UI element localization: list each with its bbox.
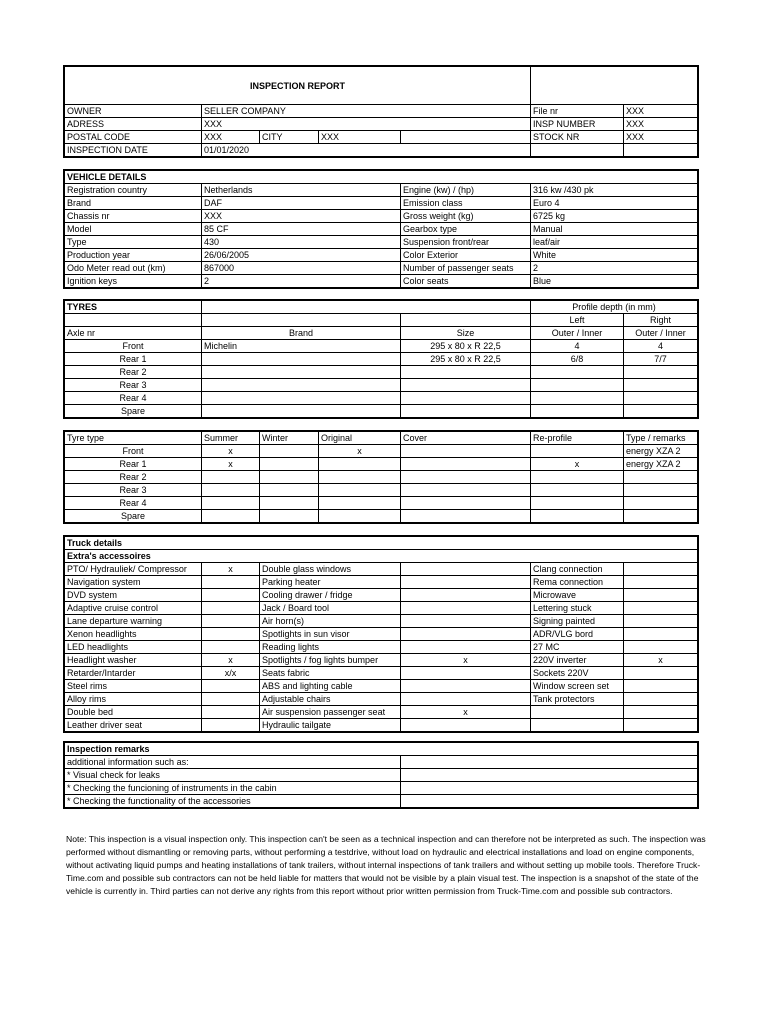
- accessory-label: Leather driver seat: [65, 719, 202, 732]
- tyretype-axle: Rear 2: [65, 471, 202, 484]
- accessory-label: Adjustable chairs: [260, 693, 401, 706]
- tyretype-header: Re-profile: [531, 432, 624, 445]
- accessory-check: [202, 680, 260, 693]
- tyretype-original: x: [319, 445, 401, 458]
- accessory-label: Clang connection: [531, 563, 624, 576]
- accessory-row: [65, 706, 698, 719]
- accessory-label: Tank protectors: [531, 693, 624, 706]
- tyre-row: [65, 379, 698, 392]
- tyretype-cover: [401, 510, 531, 523]
- tyretype-cover: [401, 445, 531, 458]
- accessory-check: [401, 576, 531, 589]
- profile-heading: Profile depth (in mm): [531, 301, 698, 314]
- tyretype-row: [65, 458, 698, 471]
- disclaimer-note: Note: This inspection is a visual inspection only. This inspection can't be seen as a technical inspection and can therefore not be interpreted as such. The inspection was performed without dismantling or removing parts, without performing a testdrive, without load on hydraulic and electrical installations and load on engine components, without activating liquid pumps and heating installations of tank trailers, without internal inspections of tank trailers and without setting up mobile tools. Therefore Truck-Time.com and possible sub contractors can not be held liable for matters that would not be visible by a plain visual test. The inspection is a snapshot of the state of the vehicle is currently in. Third parties can not derive any rights from this report without prior written permission from Truck-Time.com and possible sub contractors.: [66, 834, 706, 896]
- axle-label: Axle nr: [65, 327, 202, 340]
- brand-cell: Michelin: [202, 340, 401, 353]
- vehicle-value: 6725 kg: [531, 210, 698, 223]
- vehicle-value: Euro 4: [531, 197, 698, 210]
- remark-row: [65, 782, 698, 795]
- accessory-label: [531, 719, 624, 732]
- vehicle-row: [65, 184, 698, 197]
- accessory-label: ADR/VLG bord: [531, 628, 624, 641]
- accessory-label: ABS and lighting cable: [260, 680, 401, 693]
- accessory-label: Air suspension passenger seat: [260, 706, 401, 719]
- accessory-label: Double bed: [65, 706, 202, 719]
- size-cell: [401, 405, 531, 418]
- vehicle-label: Color seats: [401, 275, 531, 288]
- tyretype-summer: x: [202, 445, 260, 458]
- accessory-row: [65, 576, 698, 589]
- outer-inner-right: Outer / Inner: [624, 327, 698, 340]
- axle-cell: Rear 1: [65, 353, 202, 366]
- tyretype-remarks: [624, 471, 698, 484]
- accessory-label: Spotlights / fog lights bumper: [260, 654, 401, 667]
- tyretype-original: [319, 458, 401, 471]
- date-value: 01/01/2020: [202, 144, 531, 157]
- vehicle-label: Color Exterior: [401, 249, 531, 262]
- accessory-check: [202, 615, 260, 628]
- tyretype-winter: [260, 497, 319, 510]
- right-depth-cell: [624, 392, 698, 405]
- accessory-label: Parking heater: [260, 576, 401, 589]
- accessory-check: x: [401, 706, 531, 719]
- tyretype-table: [64, 431, 698, 523]
- vehicle-label: Production year: [65, 249, 202, 262]
- accessory-check: [624, 563, 698, 576]
- truck-details: [64, 536, 698, 732]
- tyre-row: [65, 405, 698, 418]
- accessory-label: 220V inverter: [531, 654, 624, 667]
- owner-value: SELLER COMPANY: [202, 105, 531, 118]
- axle-cell: Spare: [65, 405, 202, 418]
- vehicle-value: 85 CF: [202, 223, 401, 236]
- size-cell: 295 x 80 x R 22,5: [401, 340, 531, 353]
- accessory-row: [65, 563, 698, 576]
- accessory-row: [65, 628, 698, 641]
- tyretype-reprofile: [531, 510, 624, 523]
- right-depth-cell: 4: [624, 340, 698, 353]
- vehicle-row: [65, 262, 698, 275]
- accessory-check: [401, 719, 531, 732]
- accessory-label: Lane departure warning: [65, 615, 202, 628]
- tyretype-remarks: [624, 510, 698, 523]
- vehicle-value: 2: [531, 262, 698, 275]
- insp-label: INSP NUMBER: [531, 118, 624, 131]
- accessory-row: [65, 667, 698, 680]
- axle-cell: Rear 3: [65, 379, 202, 392]
- accessory-check: [401, 563, 531, 576]
- address-value: XXX: [202, 118, 531, 131]
- tyretype-reprofile: [531, 497, 624, 510]
- remark-row: [65, 795, 698, 808]
- accessory-label: Double glass windows: [260, 563, 401, 576]
- remark-row: [65, 769, 698, 782]
- truck-heading: Truck details: [65, 537, 698, 550]
- remark-line: additional information such as:: [65, 756, 401, 769]
- tyretype-header: Tyre type: [65, 432, 202, 445]
- brand-label: Brand: [202, 327, 401, 340]
- tyretype-axle: Spare: [65, 510, 202, 523]
- axle-cell: Rear 4: [65, 392, 202, 405]
- accessory-row: [65, 654, 698, 667]
- tyretype-row: [65, 510, 698, 523]
- stock-value: XXX: [624, 131, 698, 144]
- accessory-check: [202, 719, 260, 732]
- file-value: XXX: [624, 105, 698, 118]
- tyre-row: [65, 392, 698, 405]
- right-label: Right: [624, 314, 698, 327]
- left-label: Left: [531, 314, 624, 327]
- tyretype-remarks: energy XZA 2: [624, 445, 698, 458]
- inspection-remarks: [64, 742, 698, 808]
- vehicle-label: Odo Meter read out (km): [65, 262, 202, 275]
- accessory-check: [624, 602, 698, 615]
- tyretype-row: [65, 484, 698, 497]
- accessory-check: [401, 628, 531, 641]
- brand-cell: [202, 366, 401, 379]
- accessory-row: [65, 615, 698, 628]
- remarks-heading: Inspection remarks: [65, 743, 698, 756]
- tyretype-original: [319, 471, 401, 484]
- accessory-check: [202, 576, 260, 589]
- tyretype-reprofile: [531, 445, 624, 458]
- accessory-check: [202, 641, 260, 654]
- accessory-check: [202, 589, 260, 602]
- tyretype-remarks: energy XZA 2: [624, 458, 698, 471]
- tyretype-axle: Front: [65, 445, 202, 458]
- accessory-check: x: [202, 654, 260, 667]
- accessory-check: [401, 641, 531, 654]
- vehicle-row: [65, 249, 698, 262]
- vehicle-label: Number of passenger seats: [401, 262, 531, 275]
- tyretype-summer: x: [202, 458, 260, 471]
- accessory-check: x: [202, 563, 260, 576]
- accessory-label: Seats fabric: [260, 667, 401, 680]
- accessory-check: [624, 641, 698, 654]
- axle-cell: Rear 2: [65, 366, 202, 379]
- accessory-check: [624, 680, 698, 693]
- accessory-check: [624, 693, 698, 706]
- left-depth-cell: [531, 405, 624, 418]
- vehicle-value: XXX: [202, 210, 401, 223]
- tyretype-reprofile: [531, 471, 624, 484]
- tyretype-winter: [260, 510, 319, 523]
- vehicle-value: 867000: [202, 262, 401, 275]
- accessory-check: [202, 693, 260, 706]
- tyretype-cover: [401, 471, 531, 484]
- accessory-check: [624, 576, 698, 589]
- date-label: INSPECTION DATE: [65, 144, 202, 157]
- tyretype-original: [319, 510, 401, 523]
- size-label: Size: [401, 327, 531, 340]
- vehicle-value: DAF: [202, 197, 401, 210]
- brand-cell: [202, 379, 401, 392]
- city-value: XXX: [319, 131, 401, 144]
- accessory-label: DVD system: [65, 589, 202, 602]
- accessory-label: Cooling drawer / fridge: [260, 589, 401, 602]
- vehicle-label: Ignition keys: [65, 275, 202, 288]
- accessory-check: x/x: [202, 667, 260, 680]
- vehicle-details: [64, 170, 698, 288]
- vehicle-value: Blue: [531, 275, 698, 288]
- right-depth-cell: 7/7: [624, 353, 698, 366]
- accessory-label: 27 MC: [531, 641, 624, 654]
- tyretype-original: [319, 484, 401, 497]
- accessory-check: [624, 589, 698, 602]
- vehicle-row: [65, 197, 698, 210]
- tyretype-header: Type / remarks: [624, 432, 698, 445]
- report-header: [64, 66, 698, 157]
- tyretype-header: Winter: [260, 432, 319, 445]
- vehicle-value: Netherlands: [202, 184, 401, 197]
- tyretype-header: Original: [319, 432, 401, 445]
- accessory-label: Window screen set: [531, 680, 624, 693]
- accessory-check: [202, 628, 260, 641]
- tyretype-summer: [202, 510, 260, 523]
- left-depth-cell: [531, 392, 624, 405]
- remark-blank: [401, 795, 698, 808]
- vehicle-row: [65, 210, 698, 223]
- tyretype-row: [65, 497, 698, 510]
- axle-cell: Front: [65, 340, 202, 353]
- vehicle-value: leaf/air: [531, 236, 698, 249]
- vehicle-value: Manual: [531, 223, 698, 236]
- accessory-label: Alloy rims: [65, 693, 202, 706]
- tyretype-reprofile: [531, 484, 624, 497]
- tyretype-cover: [401, 458, 531, 471]
- left-depth-cell: 6/8: [531, 353, 624, 366]
- tyretype-remarks: [624, 484, 698, 497]
- tyretype-axle: Rear 1: [65, 458, 202, 471]
- tyre-row: [65, 366, 698, 379]
- brand-cell: [202, 405, 401, 418]
- accessory-label: Microwave: [531, 589, 624, 602]
- brand-cell: [202, 392, 401, 405]
- accessory-check: [202, 602, 260, 615]
- accessory-label: Retarder/Intarder: [65, 667, 202, 680]
- tyretype-summer: [202, 484, 260, 497]
- vehicle-label: Emission class: [401, 197, 531, 210]
- tyretype-row: [65, 471, 698, 484]
- vehicle-label: Gearbox type: [401, 223, 531, 236]
- tyretype-summer: [202, 497, 260, 510]
- size-cell: 295 x 80 x R 22,5: [401, 353, 531, 366]
- vehicle-value: 316 kw /430 pk: [531, 184, 698, 197]
- accessory-label: Xenon headlights: [65, 628, 202, 641]
- tyretype-axle: Rear 4: [65, 497, 202, 510]
- vehicle-row: [65, 223, 698, 236]
- tyre-row: [65, 353, 698, 366]
- accessory-label: LED headlights: [65, 641, 202, 654]
- vehicle-label: Model: [65, 223, 202, 236]
- remark-line: * Checking the funcioning of instruments in the cabin: [65, 782, 401, 795]
- tyretype-original: [319, 497, 401, 510]
- size-cell: [401, 392, 531, 405]
- tyretype-winter: [260, 458, 319, 471]
- remark-line: * Checking the functionality of the accessories: [65, 795, 401, 808]
- accessory-check: [401, 693, 531, 706]
- right-depth-cell: [624, 379, 698, 392]
- tyretype-header: Summer: [202, 432, 260, 445]
- accessory-check: [624, 615, 698, 628]
- remark-blank: [401, 782, 698, 795]
- vehicle-value: White: [531, 249, 698, 262]
- left-depth-cell: [531, 379, 624, 392]
- tyretype-remarks: [624, 497, 698, 510]
- accessory-label: Navigation system: [65, 576, 202, 589]
- vehicle-label: Registration country: [65, 184, 202, 197]
- accessory-row: [65, 719, 698, 732]
- tyres-table: [64, 300, 698, 418]
- accessory-label: PTO/ Hydrauliek/ Compressor: [65, 563, 202, 576]
- vehicle-heading: VEHICLE DETAILS: [65, 171, 698, 184]
- accessory-check: [401, 615, 531, 628]
- accessory-label: Spotlights in sun visor: [260, 628, 401, 641]
- accessory-check: [401, 602, 531, 615]
- owner-label: OWNER: [65, 105, 202, 118]
- accessory-check: x: [624, 654, 698, 667]
- accessory-label: Lettering stuck: [531, 602, 624, 615]
- size-cell: [401, 366, 531, 379]
- vehicle-row: [65, 275, 698, 288]
- accessory-check: [624, 719, 698, 732]
- tyretype-header: Cover: [401, 432, 531, 445]
- accessory-label: Signing painted: [531, 615, 624, 628]
- accessory-check: [624, 706, 698, 719]
- accessory-label: Hydraulic tailgate: [260, 719, 401, 732]
- remark-line: * Visual check for leaks: [65, 769, 401, 782]
- brand-cell: [202, 353, 401, 366]
- remark-blank: [401, 756, 698, 769]
- accessory-row: [65, 680, 698, 693]
- postal-label: POSTAL CODE: [65, 131, 202, 144]
- tyretype-winter: [260, 445, 319, 458]
- right-depth-cell: [624, 366, 698, 379]
- accessory-label: Steel rims: [65, 680, 202, 693]
- remark-row: [65, 756, 698, 769]
- vehicle-label: Suspension front/rear: [401, 236, 531, 249]
- address-label: ADRESS: [65, 118, 202, 131]
- vehicle-value: 2: [202, 275, 401, 288]
- tyretype-summer: [202, 471, 260, 484]
- accessory-label: Rema connection: [531, 576, 624, 589]
- accessory-check: x: [401, 654, 531, 667]
- accessory-row: [65, 693, 698, 706]
- accessory-row: [65, 641, 698, 654]
- tyres-heading: TYRES: [65, 301, 202, 314]
- tyretype-reprofile: x: [531, 458, 624, 471]
- accessory-label: Reading lights: [260, 641, 401, 654]
- postal-value: XXX: [202, 131, 260, 144]
- accessory-check: [401, 680, 531, 693]
- vehicle-value: 430: [202, 236, 401, 249]
- accessories-heading: Extra's accessoires: [65, 550, 698, 563]
- accessory-check: [202, 706, 260, 719]
- tyretype-cover: [401, 497, 531, 510]
- report-title: INSPECTION REPORT: [65, 67, 531, 105]
- vehicle-label: Brand: [65, 197, 202, 210]
- tyretype-axle: Rear 3: [65, 484, 202, 497]
- outer-inner-left: Outer / Inner: [531, 327, 624, 340]
- left-depth-cell: 4: [531, 340, 624, 353]
- vehicle-row: [65, 236, 698, 249]
- accessory-label: Sockets 220V: [531, 667, 624, 680]
- accessory-check: [624, 628, 698, 641]
- remark-blank: [401, 769, 698, 782]
- tyretype-winter: [260, 484, 319, 497]
- accessory-label: Jack / Board tool: [260, 602, 401, 615]
- insp-value: XXX: [624, 118, 698, 131]
- vehicle-value: 26/06/2005: [202, 249, 401, 262]
- accessory-row: [65, 589, 698, 602]
- accessory-row: [65, 602, 698, 615]
- accessory-check: [624, 667, 698, 680]
- size-cell: [401, 379, 531, 392]
- vehicle-label: Gross weight (kg): [401, 210, 531, 223]
- accessory-label: Adaptive cruise control: [65, 602, 202, 615]
- left-depth-cell: [531, 366, 624, 379]
- accessory-check: [401, 589, 531, 602]
- tyretype-row: [65, 445, 698, 458]
- tyretype-winter: [260, 471, 319, 484]
- accessory-label: [531, 706, 624, 719]
- vehicle-label: Engine (kw) / (hp): [401, 184, 531, 197]
- vehicle-label: Type: [65, 236, 202, 249]
- file-label: File nr: [531, 105, 624, 118]
- stock-label: STOCK NR: [531, 131, 624, 144]
- tyretype-cover: [401, 484, 531, 497]
- accessory-check: [401, 667, 531, 680]
- city-label: CITY: [260, 131, 319, 144]
- accessory-label: Headlight washer: [65, 654, 202, 667]
- vehicle-label: Chassis nr: [65, 210, 202, 223]
- accessory-label: Air horn(s): [260, 615, 401, 628]
- tyre-row: [65, 340, 698, 353]
- right-depth-cell: [624, 405, 698, 418]
